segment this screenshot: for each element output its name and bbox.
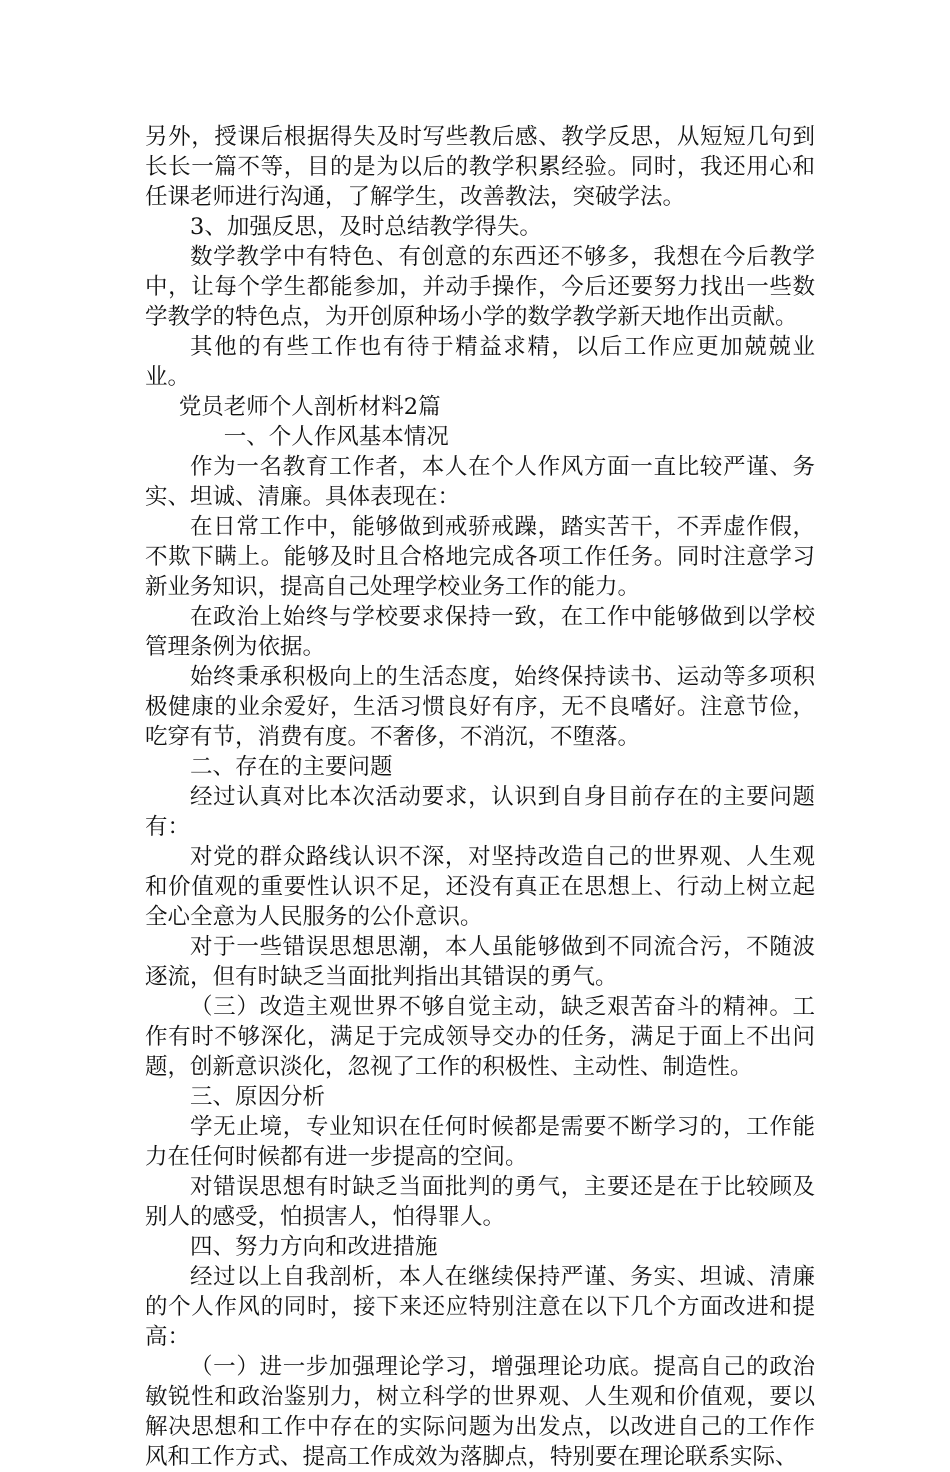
paragraph: 对于一些错误思想思潮，本人虽能够做到不同流合污，不随波逐流，但有时缺乏当面批判指出其错误的勇气。 <box>145 934 815 990</box>
section-heading: 一、个人作风基本情况 <box>223 424 449 450</box>
document-body <box>145 122 815 1472</box>
section-heading: 二、存在的主要问题 <box>190 754 393 780</box>
paragraph: 学无止境，专业知识在任何时候都是需要不断学习的，工作能力在任何时候都有进一步提高的空间。 <box>145 1114 815 1170</box>
paragraph: 对党的群众路线认识不深，对坚持改造自己的世界观、人生观和价值观的重要性认识不足，还没有真正在思想上、行动上树立起全心全意为人民服务的公仆意识。 <box>145 844 815 930</box>
paragraph: 经过认真对比本次活动要求，认识到自身目前存在的主要问题有： <box>145 784 815 840</box>
paragraph: 经过以上自我剖析，本人在继续保持严谨、务实、坦诚、清廉的个人作风的同时，接下来还应特别注意在以下几个方面改进和提高： <box>145 1264 815 1350</box>
paragraph: 对错误思想有时缺乏当面批判的勇气，主要还是在于比较顾及别人的感受，怕损害人，怕得罪人。 <box>145 1174 815 1230</box>
paragraph: 在政治上始终与学校要求保持一致，在工作中能够做到以学校管理条例为依据。 <box>145 604 815 660</box>
paragraph: 始终秉承积极向上的生活态度，始终保持读书、运动等多项积极健康的业余爱好，生活习惯良好有序，无不良嗜好。注意节俭，吃穿有节，消费有度。不奢侈，不消沉，不堕落。 <box>145 664 815 750</box>
paragraph: 作为一名教育工作者，本人在个人作风方面一直比较严谨、务实、坦诚、清廉。具体表现在： <box>145 454 815 510</box>
section-title: 党员老师个人剖析材料2篇 <box>178 394 441 420</box>
section-heading: 三、原因分析 <box>190 1084 326 1110</box>
paragraph: （三）改造主观世界不够自觉主动，缺乏艰苦奋斗的精神。工作有时不够深化，满足于完成领导交办的任务，满足于面上不出问题，创新意识淡化，忽视了工作的积极性、主动性、制造性。 <box>145 994 815 1080</box>
paragraph: （一）进一步加强理论学习，增强理论功底。提高自己的政治敏锐性和政治鉴别力，树立科学的世界观、人生观和价值观，要以解决思想和工作中存在的实际问题为出发点，以改进自己的工作作风和工作方式、提高工作成效为落脚点，特别要在理论联系实际、 <box>145 1354 815 1470</box>
paragraph: 在日常工作中，能够做到戒骄戒躁，踏实苦干，不弄虚作假，不欺下瞒上。能够及时且合格地完成各项工作任务。同时注意学习新业务知识，提高自己处理学校业务工作的能力。 <box>145 514 815 600</box>
paragraph: 另外，授课后根据得失及时写些教后感、教学反思，从短短几句到长长一篇不等，目的是为以后的教学积累经验。同时，我还用心和任课老师进行沟通，了解学生，改善教法，突破学法。 <box>145 124 815 210</box>
paragraph: 3、加强反思，及时总结教学得失。 <box>190 214 542 240</box>
paragraph: 数学教学中有特色、有创意的东西还不够多，我想在今后教学中，让每个学生都能参加，并动手操作，今后还要努力找出一些数学教学的特色点，为开创原种场小学的数学教学新天地作出贡献。 <box>145 244 815 330</box>
section-heading: 四、努力方向和改进措施 <box>190 1234 438 1260</box>
paragraph: 其他的有些工作也有待于精益求精，以后工作应更加兢兢业业。 <box>145 334 815 390</box>
